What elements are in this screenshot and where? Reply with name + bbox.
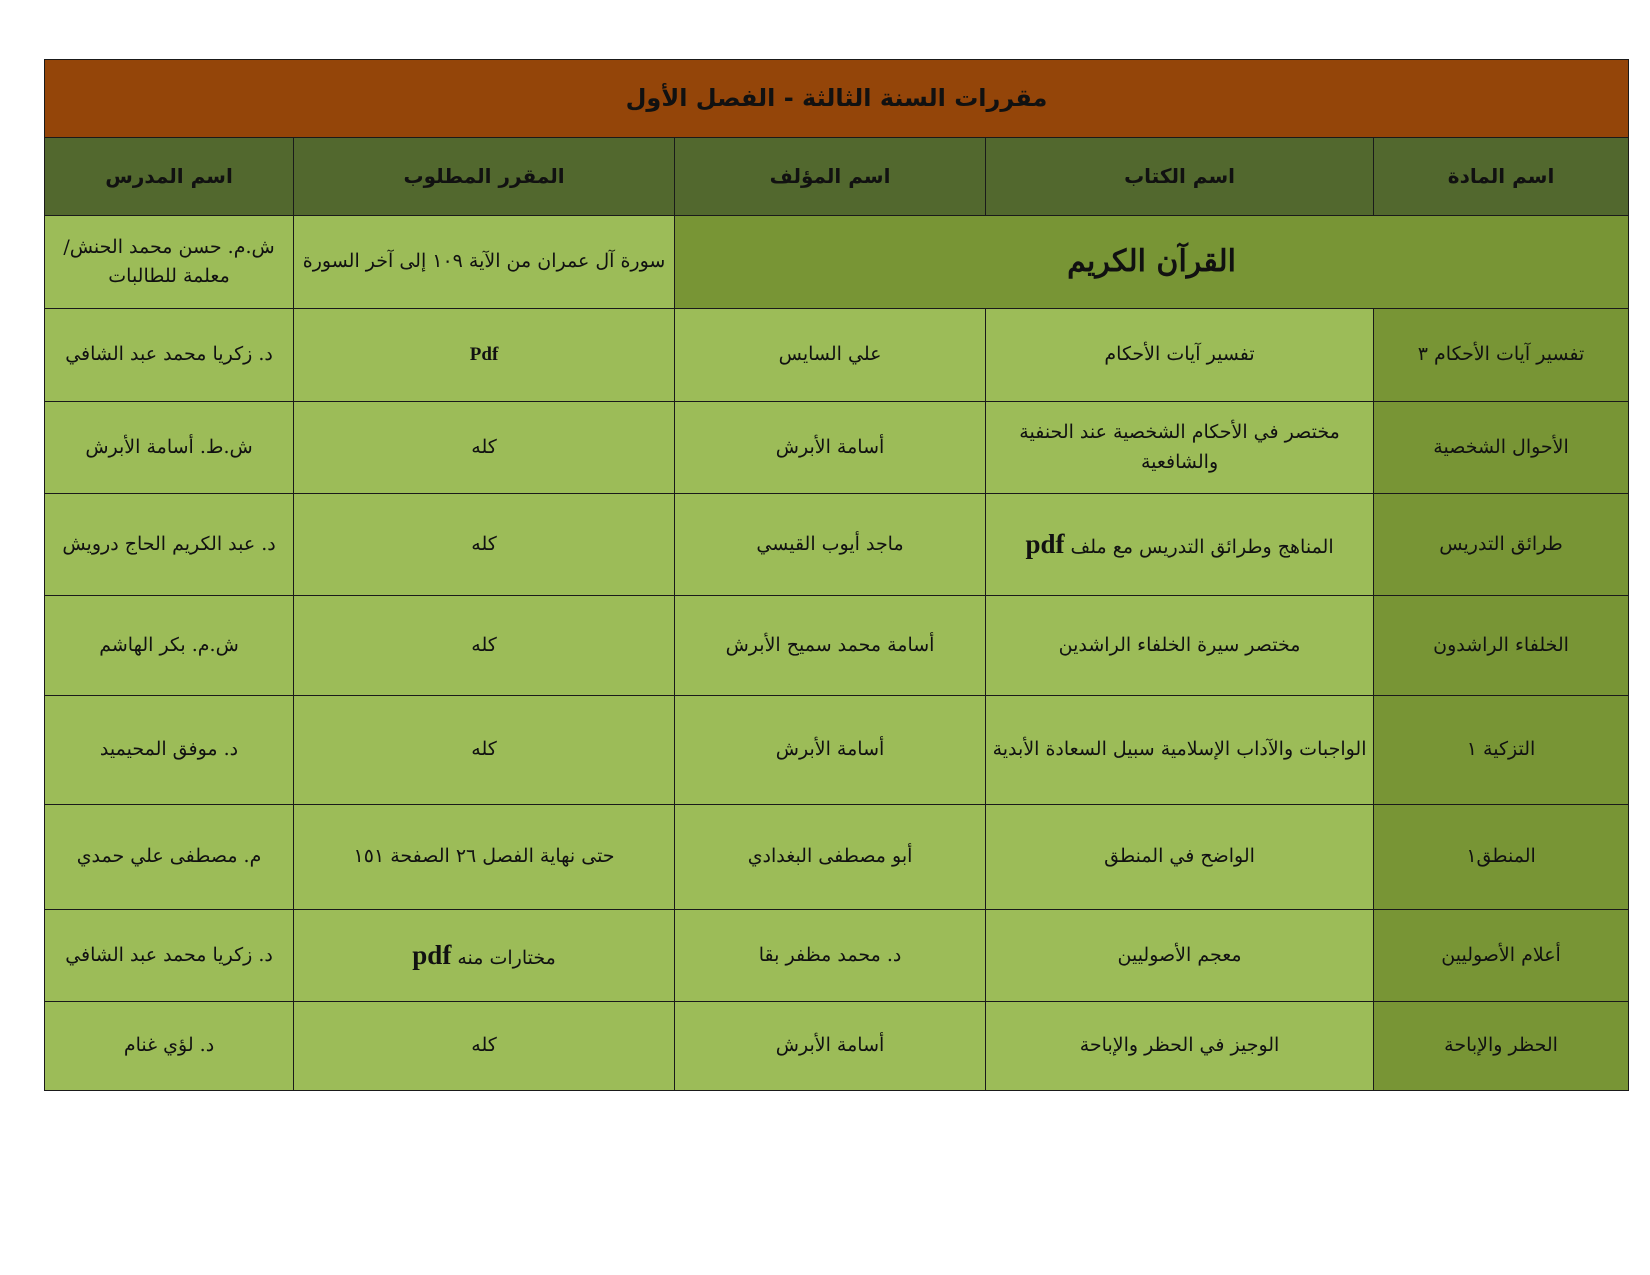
subject-cell: أعلام الأصوليين [1374,910,1629,1002]
teacher-cell: د. زكريا محمد عبد الشافي [45,910,294,1002]
author-cell: أبو مصطفى البغدادي [675,805,986,910]
table-row [45,402,1629,494]
teacher-cell: ش.م. حسن محمد الحنش/ معلمة للطالبات [45,216,294,309]
table-row [45,1002,1629,1091]
author-cell: د. محمد مظفر بقا [675,910,986,1002]
title-row [45,60,1629,138]
table-row [45,696,1629,805]
course-schedule-table [44,59,1629,1091]
subject-cell: الأحوال الشخصية [1374,402,1629,494]
book-cell: الوجيز في الحظر والإباحة [986,1002,1374,1091]
book-cell: تفسير آيات الأحكام [986,309,1374,402]
book-cell: معجم الأصوليين [986,910,1374,1002]
pdf-label: pdf [412,939,452,970]
book-cell: مختصر سيرة الخلفاء الراشدين [986,596,1374,696]
required-cell: سورة آل عمران من الآية ١٠٩ إلى آخر السورة [294,216,675,309]
table-row [45,309,1629,402]
quran-merged-cell: القرآن الكريم [675,216,1629,309]
subject-cell: تفسير آيات الأحكام ٣ [1374,309,1629,402]
required-cell: كله [294,696,675,805]
book-cell: الواضح في المنطق [986,805,1374,910]
author-cell: علي السايس [675,309,986,402]
author-cell: أسامة الأبرش [675,1002,986,1091]
teacher-cell: د. لؤي غنام [45,1002,294,1091]
subject-cell: الخلفاء الراشدون [1374,596,1629,696]
table-title: مقررات السنة الثالثة - الفصل الأول [45,60,1629,138]
required-cell: كله [294,402,675,494]
table-row-quran [45,216,1629,309]
header-row [45,138,1629,216]
teacher-cell: د. زكريا محمد عبد الشافي [45,309,294,402]
header-book: اسم الكتاب [986,138,1374,216]
subject-cell: التزكية ١ [1374,696,1629,805]
book-text: المناهج وطرائق التدريس مع ملف [1070,535,1334,558]
required-cell: كله [294,494,675,596]
required-text: مختارات منه [457,946,556,969]
required-cell: Pdf [294,309,675,402]
subject-cell: طرائق التدريس [1374,494,1629,596]
required-cell: كله [294,596,675,696]
subject-cell: الحظر والإباحة [1374,1002,1629,1091]
header-subject: اسم المادة [1374,138,1629,216]
header-author: اسم المؤلف [675,138,986,216]
pdf-label: pdf [1025,528,1065,559]
table-row [45,494,1629,596]
table-row [45,910,1629,1002]
book-cell [986,494,1374,596]
teacher-cell: د. عبد الكريم الحاج درويش [45,494,294,596]
table-row [45,596,1629,696]
teacher-cell: ش.ط. أسامة الأبرش [45,402,294,494]
table-row [45,805,1629,910]
book-cell: مختصر في الأحكام الشخصية عند الحنفية والشافعية [986,402,1374,494]
book-cell: الواجبات والآداب الإسلامية سبيل السعادة الأبدية [986,696,1374,805]
author-cell: أسامة محمد سميح الأبرش [675,596,986,696]
author-cell: أسامة الأبرش [675,696,986,805]
required-cell [294,910,675,1002]
required-cell: حتى نهاية الفصل ٢٦ الصفحة ١٥١ [294,805,675,910]
teacher-cell: م. مصطفى علي حمدي [45,805,294,910]
header-required: المقرر المطلوب [294,138,675,216]
required-cell: كله [294,1002,675,1091]
course-schedule-sheet [44,59,1628,1091]
author-cell: ماجد أيوب القيسي [675,494,986,596]
teacher-cell: د. موفق المحيميد [45,696,294,805]
header-teacher: اسم المدرس [45,138,294,216]
author-cell: أسامة الأبرش [675,402,986,494]
subject-cell: المنطق١ [1374,805,1629,910]
teacher-cell: ش.م. بكر الهاشم [45,596,294,696]
